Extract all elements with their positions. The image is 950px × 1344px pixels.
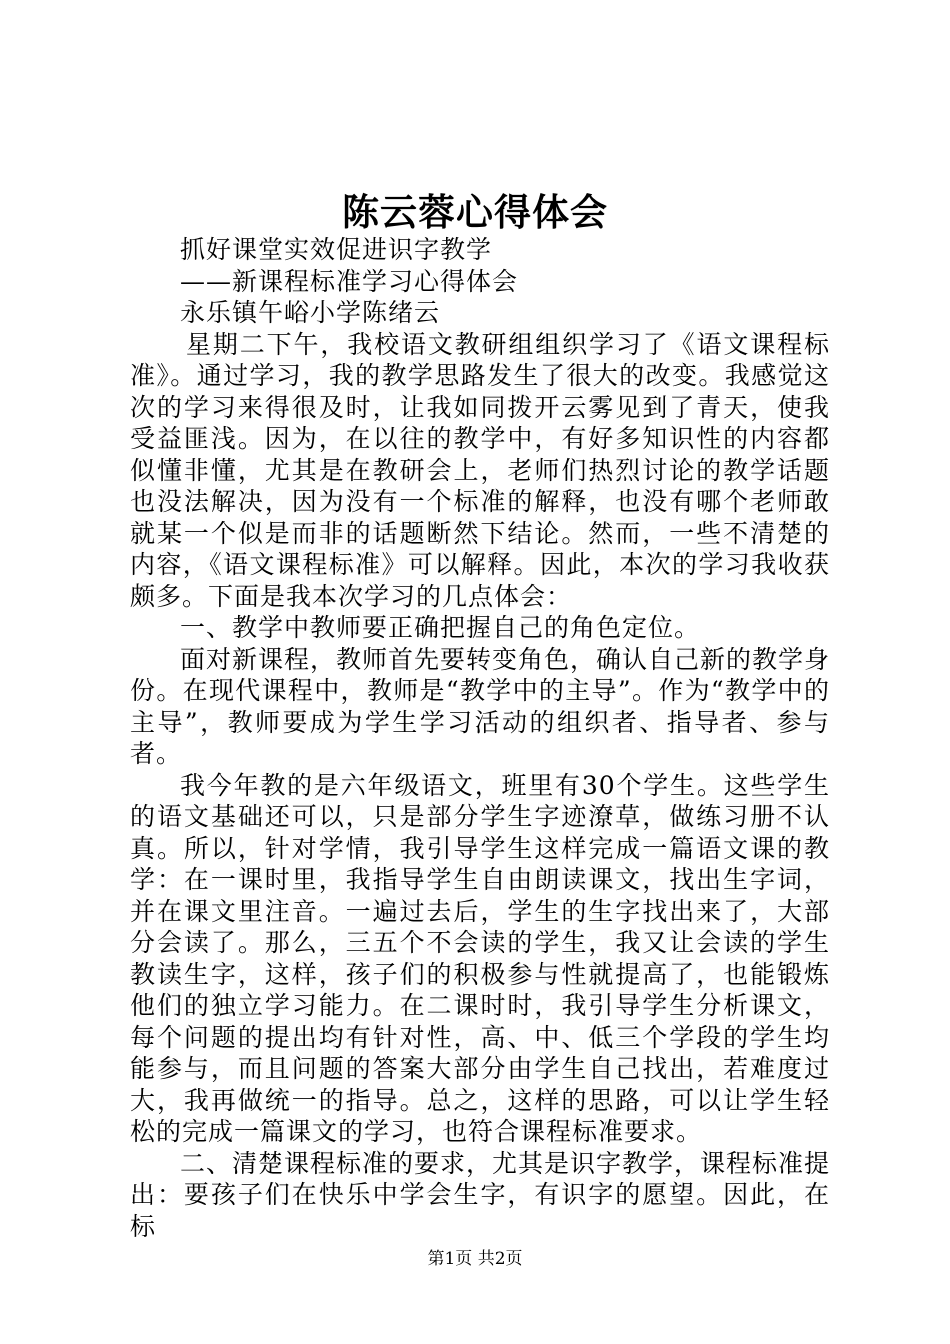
author-line: 永乐镇午峪小学陈绪云 xyxy=(180,298,441,327)
paragraph: 我今年教的是六年级语文，班里有30个学生。这些学生的语文基础还可以，只是部分学生字迹潦草，做练习册不认真。所以，针对学情，我引导学生这样完成一篇语文课的教学：在一课时里，我指导学生自由朗读课文，找出生字词，并在课文里注音。一遍过去后，学生的生字找出来了，大部分会读了。那么，三五个不会读的学生，我又让会读的学生教读生字，这样，孩子们的积极参与性就提高了，也能锻炼他们的独立学习能力。在二课时时，我引导学生分析课文，每个问题的提出均有针对性，高、中、低三个学段的学生均能参与，而且问题的答案大部分由学生自己找出，若难度过大，我再做统一的指导。总之，这样的思路，可以让学生轻松的完成一篇课文的学习，也符合课程标准要求。 xyxy=(130,770,830,1146)
paragraph: 星期二下午，我校语文教研组组织学习了《语文课程标准》。通过学习，我的教学思路发生了很大的改变。我感觉这次的学习来得很及时，让我如同拨开云雾见到了青天，使我受益匪浅。因为，在以往的教学中，有好多知识性的内容都似懂非懂，尤其是在教研会上，老师们热烈讨论的教学话题也没法解决，因为没有一个标准的解释，也没有哪个老师敢就某一个似是而非的话题断然下结论。然而，一些不清楚的内容，《语文课程标准》可以解释。因此，本次的学习我收获颇多。下面是我本次学习的几点体会： xyxy=(130,329,830,611)
document-body xyxy=(130,234,830,1242)
paragraph: 面对新课程，教师首先要转变角色，确认自己新的教学身份。在现代课程中，教师是“教学中的主导”。作为“教学中的主导”，教师要成为学生学习活动的组织者、指导者、参与者。 xyxy=(130,644,831,768)
paragraph: 二、清楚课程标准的要求，尤其是识字教学，课程标准提出：要孩子们在快乐中学会生字，有识字的愿望。因此，在标 xyxy=(130,1148,831,1241)
page-number: 第1页 共2页 xyxy=(427,1249,523,1269)
document-title: 陈云蓉心得体会 xyxy=(342,190,608,234)
subtitle-line: ——新课程标准学习心得体会 xyxy=(180,266,519,296)
subtitle-line: 抓好课堂实效促进识字教学 xyxy=(180,235,493,264)
section-heading: 一、教学中教师要正确把握自己的角色定位。 xyxy=(180,613,701,642)
